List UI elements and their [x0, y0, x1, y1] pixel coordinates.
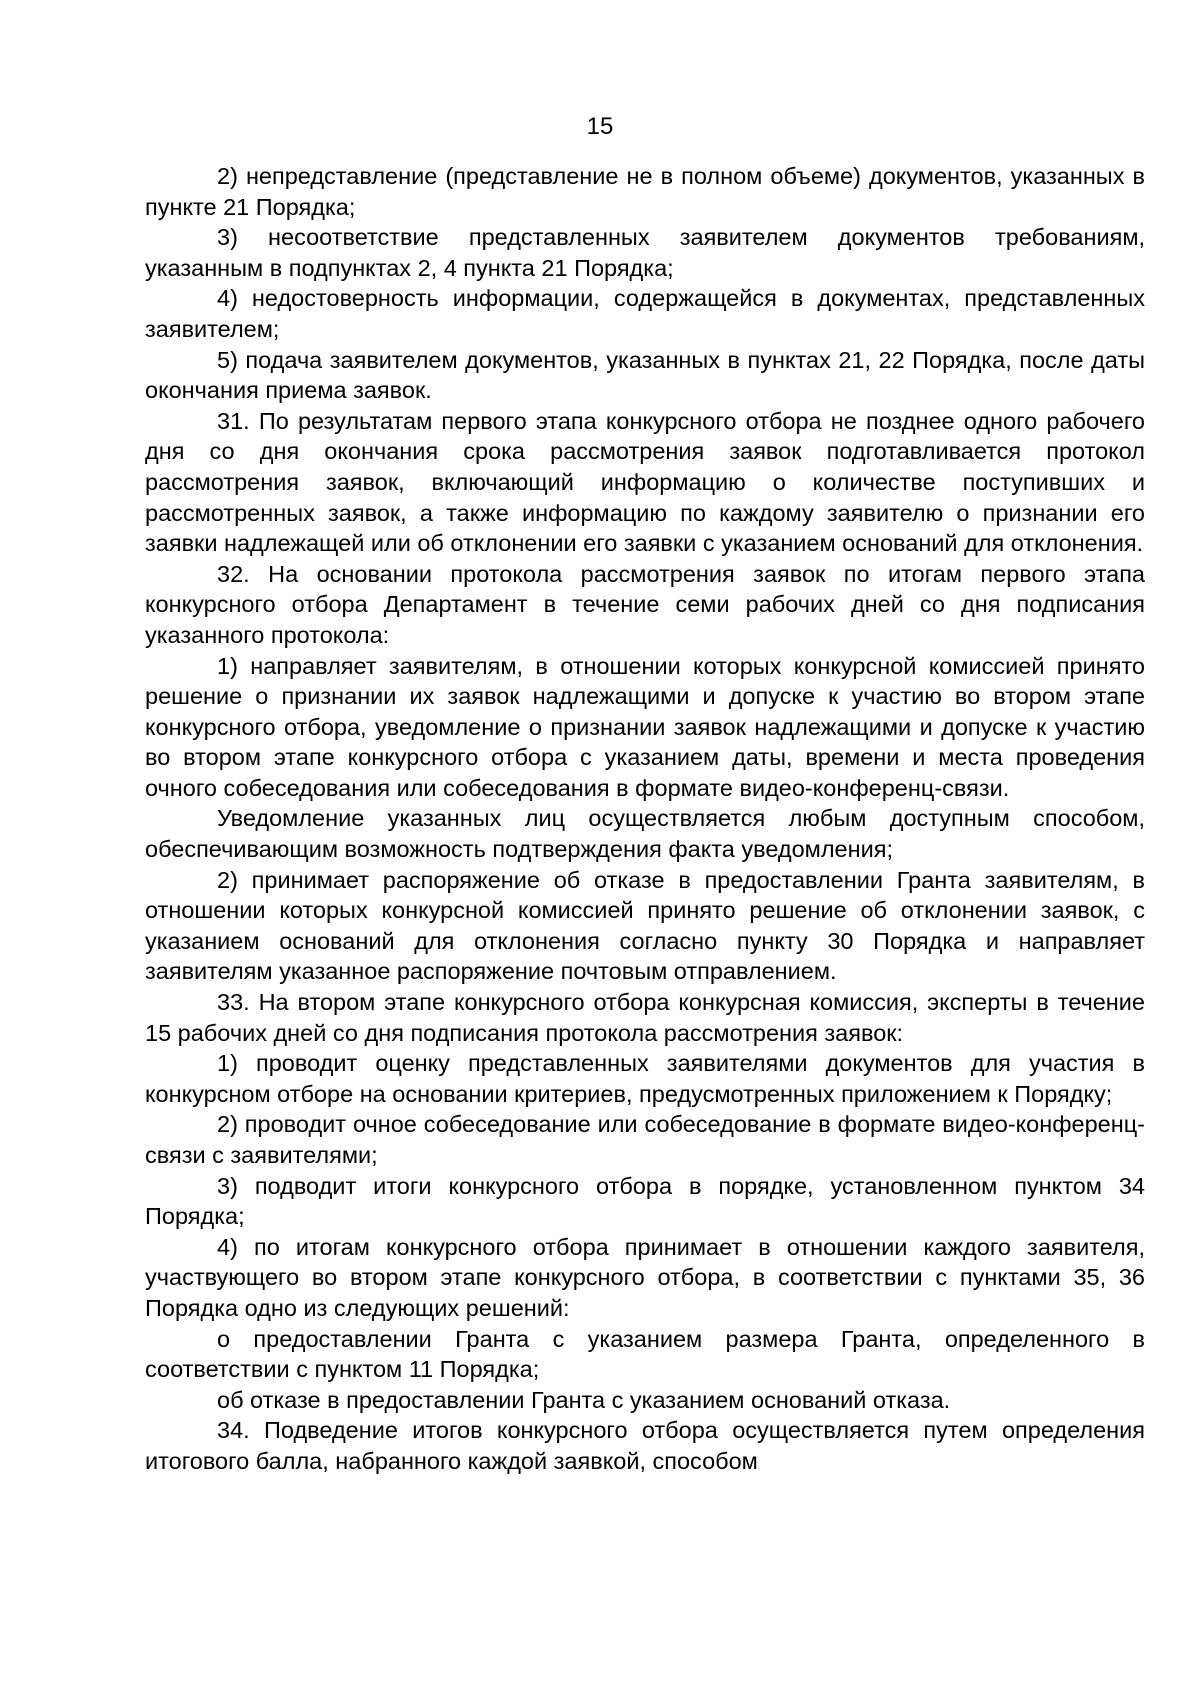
page-number: 15: [586, 113, 614, 140]
paragraph: 33. На втором этапе конкурсного отбора конкурсная комиссия, эксперты в течение 15 рабочих дней со дня подписания протокола рассмотрения заявок:: [145, 989, 1145, 1046]
paragraph: 31. По результатам первого этапа конкурсного отбора не позднее одного рабочего дня со дня окончания срока рассмотрения заявок подготавливается протокол рассмотрения заявок, включающий информацию о количестве поступивших и рассмотренных заявок, а также информацию по каждому заявителю о признании его заявки надлежащей или об отклонении его заявки с указанием оснований для отклонения.: [145, 407, 1145, 557]
paragraph: 2) непредставление (представление не в полном объеме) документов, указанных в пункте 21 Порядка;: [145, 163, 1145, 220]
paragraph: Уведомление указанных лиц осуществляется любым доступным способом, обеспечивающим возможность подтверждения факта уведомления;: [145, 805, 1145, 863]
paragraph: 5) подача заявителем документов, указанных в пунктах 21, 22 Порядка, после даты окончания приема заявок.: [145, 346, 1145, 404]
paragraph: о предоставлении Гранта с указанием размера Гранта, определенного в соответствии с пунктом 11 Порядка;: [145, 1325, 1145, 1383]
document-body: [145, 161, 1145, 1477]
paragraph: 3) подводит итоги конкурсного отбора в порядке, установленном пунктом 34 Порядка;: [145, 1172, 1145, 1230]
paragraph: 2) принимает распоряжение об отказе в предоставлении Гранта заявителям, в отношении которых конкурсной комиссией принято решение об отклонении заявок, с указанием оснований для отклонения согласно пункту 30 Порядка и направляет заявителям указанное распоряжение почтовым отправлением.: [145, 866, 1145, 985]
paragraph: 3) несоответствие представленных заявителем документов требованиям, указанным в подпунктах 2, 4 пункта 21 Порядка;: [145, 224, 1145, 281]
paragraph: 34. Подведение итогов конкурсного отбора осуществляется путем определения итогового балла, набранного каждой заявкой, способом: [145, 1417, 1145, 1474]
paragraph: 4) недостоверность информации, содержащейся в документах, представленных заявителем;: [145, 285, 1145, 342]
paragraph: 1) направляет заявителям, в отношении которых конкурсной комиссией принято решение о признании их заявок надлежащими и допуске к участию во втором этапе конкурсного отбора, уведомление о признании заявок надлежащими и допуске к участию во втором этапе конкурсного отбора с указанием даты, времени и места проведения очного собеседования или собеседования в формате видео-конференц-связи.: [145, 652, 1145, 801]
paragraph: об отказе в предоставлении Гранта с указанием оснований отказа.: [217, 1386, 951, 1413]
paragraph: 4) по итогам конкурсного отбора принимает в отношении каждого заявителя, участвующего во втором этапе конкурсного отбора, в соответствии с пунктами 35, 36 Порядка одно из следующих решений:: [145, 1233, 1145, 1321]
paragraph: 32. На основании протокола рассмотрения заявок по итогам первого этапа конкурсного отбора Департамент в течение семи рабочих дней со дня подписания указанного протокола:: [145, 560, 1145, 648]
paragraph: 1) проводит оценку представленных заявителями документов для участия в конкурсном отборе на основании критериев, предусмотренных приложением к Порядку;: [145, 1050, 1145, 1107]
paragraph: 2) проводит очное собеседование или собеседование в формате видео-конференц-связи с заявителями;: [145, 1111, 1145, 1168]
